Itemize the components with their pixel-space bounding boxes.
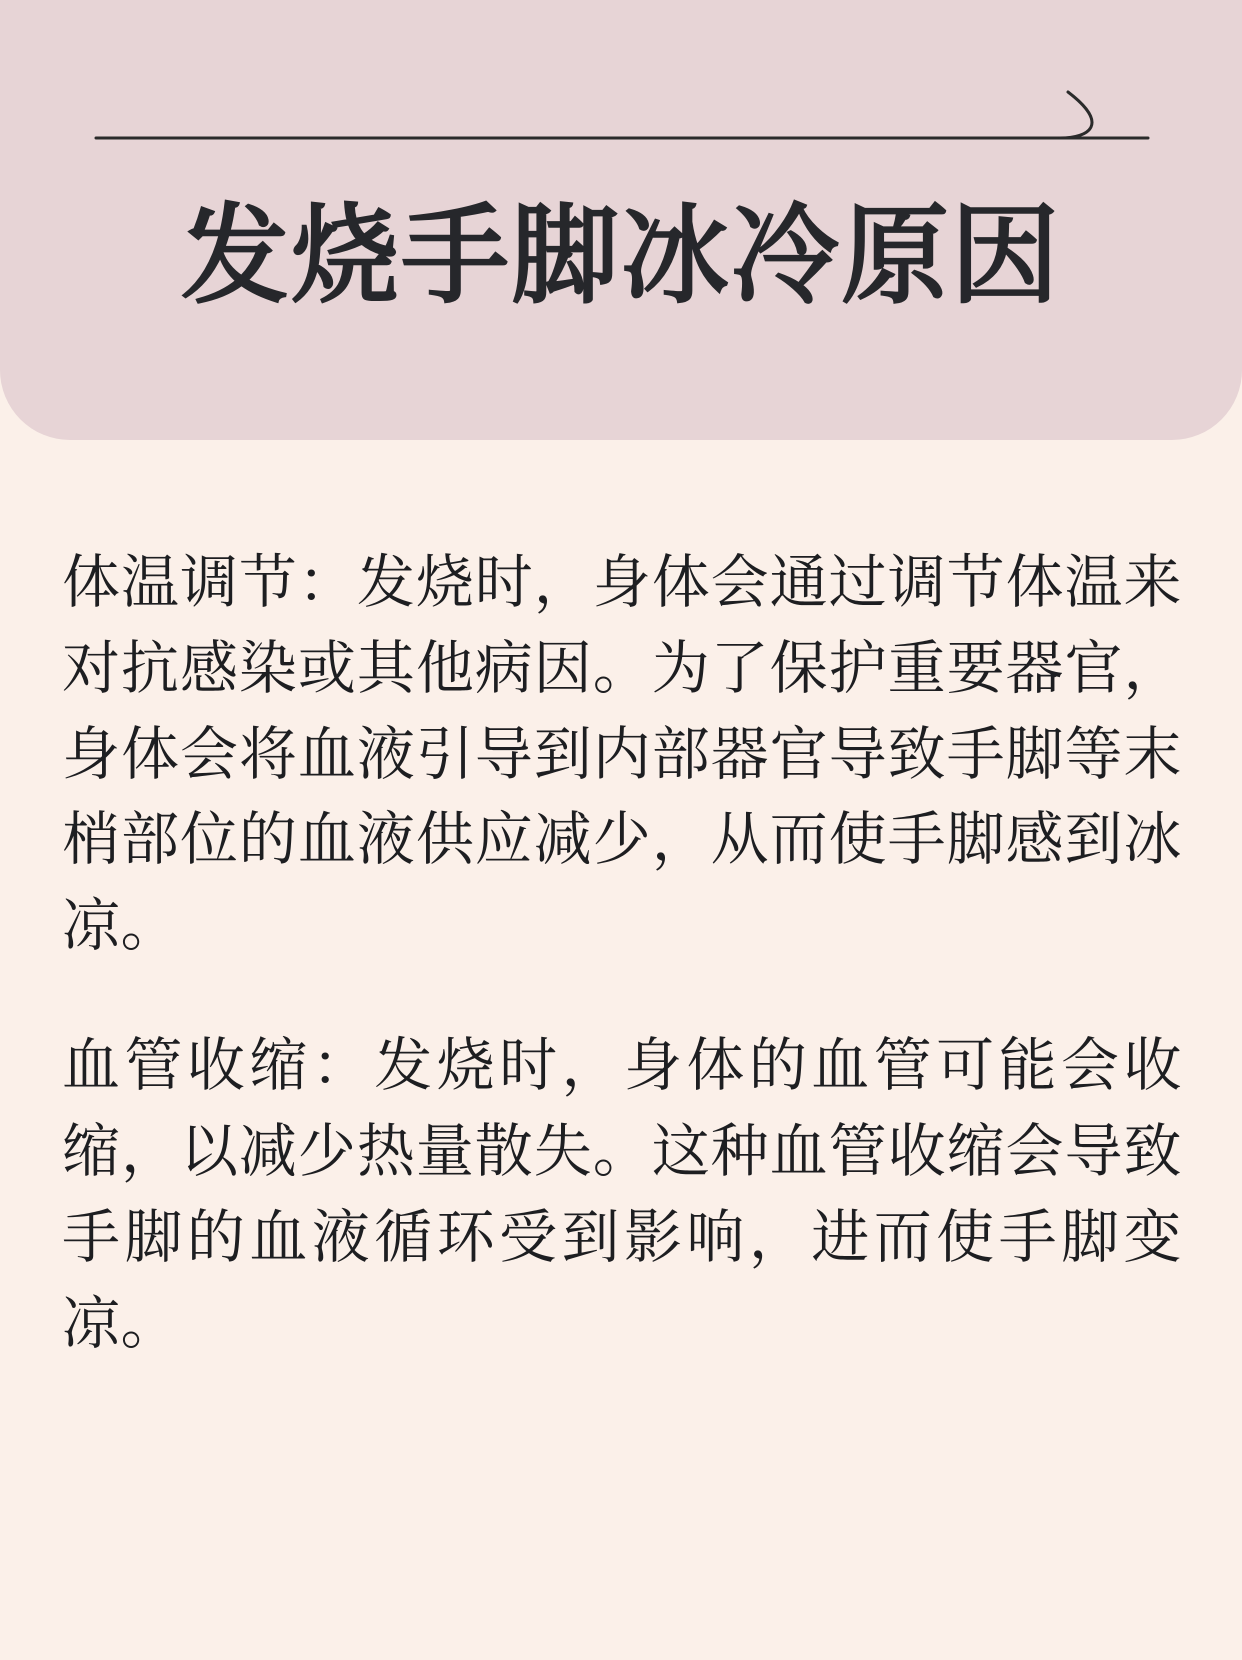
horizontal-rule-with-swoosh-icon xyxy=(0,80,1242,160)
article-body xyxy=(62,540,1182,1366)
page-title: 发烧手脚冰冷原因 xyxy=(180,195,1061,316)
header-banner xyxy=(0,0,1242,440)
paragraph-vasoconstriction: 血管收缩：发烧时，身体的血管可能会收缩，以减少热量散失。这种血管收缩会导致手脚的血液循环受到影响，进而使手脚变凉。 xyxy=(62,1033,1182,1356)
paragraph-temperature-regulation: 体温调节：发烧时，身体会通过调节体温来对抗感染或其他病因。为了保护重要器官，身体会将血液引导到内部器官导致手脚等末梢部位的血液供应减少，从而使手脚感到冰凉。 xyxy=(62,550,1182,959)
divider-rule xyxy=(0,80,1242,160)
